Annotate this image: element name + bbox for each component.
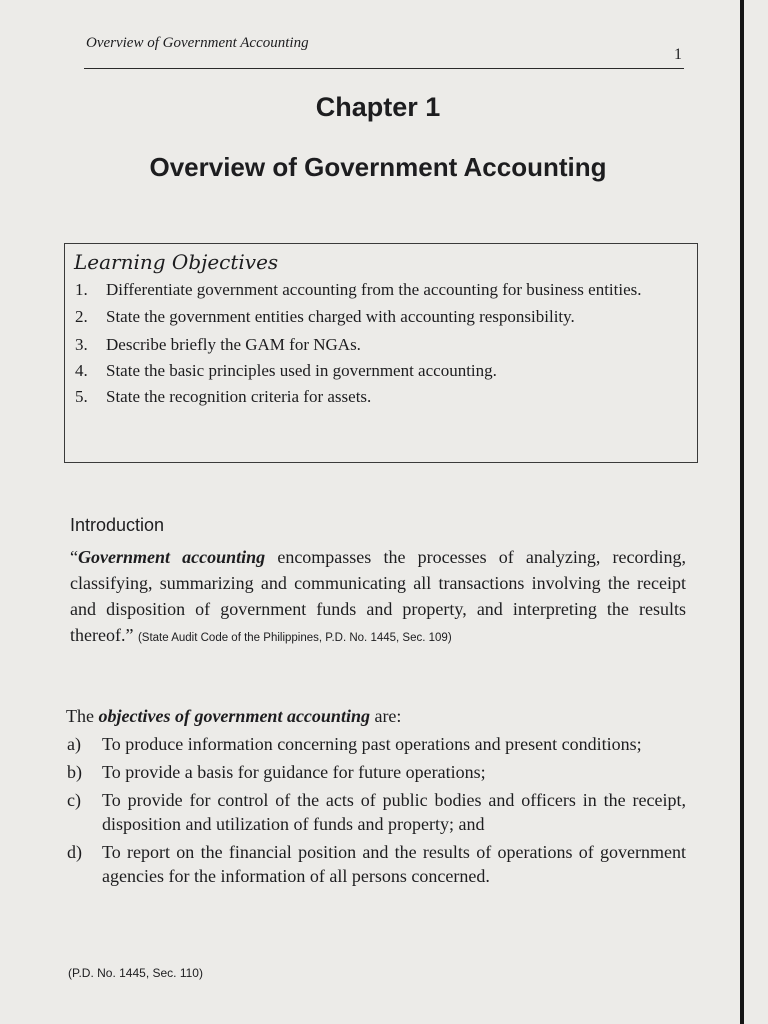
government-objective-item bbox=[66, 840, 686, 888]
objective-letter: a) bbox=[67, 734, 81, 754]
government-objective-text: To provide a basis for guidance for future operations; bbox=[102, 762, 486, 782]
chapter-title: Overview of Government Accounting bbox=[149, 152, 607, 182]
quote-open-mark: “ bbox=[70, 547, 78, 567]
learning-objectives-box bbox=[64, 243, 698, 463]
learning-objectives-heading: Learning Objectives bbox=[74, 250, 279, 274]
government-objective-text: To produce information concerning past operations and present conditions; bbox=[102, 734, 642, 754]
government-objective-text: To provide for control of the acts of public bodies and officers in the receipt, disposition and utilization of funds and property; and bbox=[102, 790, 686, 834]
introduction-heading: Introduction bbox=[70, 515, 165, 535]
learning-objectives-list bbox=[74, 278, 687, 410]
objectives-term: objectives of government accounting bbox=[98, 706, 370, 726]
page-number: 1 bbox=[674, 46, 682, 63]
running-header bbox=[84, 32, 684, 69]
objective-number: 5. bbox=[75, 387, 88, 406]
defined-term: Government accounting bbox=[78, 547, 266, 567]
objectives-citation: (P.D. No. 1445, Sec. 110) bbox=[68, 966, 203, 980]
government-objectives-list bbox=[66, 732, 686, 892]
objective-text: Differentiate government accounting from the accounting for business entities. bbox=[106, 280, 642, 299]
objectives-intro-suffix: are: bbox=[369, 706, 402, 726]
running-title: Overview of Government Accounting bbox=[86, 35, 309, 51]
introduction-quote-body: encompasses the processes of analyzing, recording, classifying, summarizing and communicating all transactions involving the receipt and disposition of government funds and property, and interpreting the results thereof.” bbox=[70, 547, 686, 645]
government-objective-item bbox=[66, 788, 686, 836]
objective-letter: c) bbox=[67, 790, 81, 810]
objective-text: State the government entities charged with accounting responsibility. bbox=[106, 307, 575, 326]
objective-letter: d) bbox=[67, 842, 82, 862]
objective-number: 4. bbox=[75, 361, 88, 380]
objectives-intro-sentence bbox=[66, 704, 686, 728]
objective-item bbox=[74, 384, 687, 410]
government-objective-item bbox=[66, 760, 686, 784]
objective-number: 3. bbox=[75, 335, 88, 354]
government-objective-text: To report on the financial position and the results of operations of government agencies for the information of all persons concerned. bbox=[102, 842, 686, 886]
objectives-intro-prefix: The bbox=[66, 706, 99, 726]
government-objective-item bbox=[66, 732, 686, 756]
objective-text: State the recognition criteria for assets. bbox=[106, 387, 372, 406]
objective-item bbox=[74, 305, 687, 328]
objective-item bbox=[74, 358, 687, 384]
objective-item bbox=[74, 332, 687, 358]
objective-item bbox=[74, 278, 687, 301]
introduction-paragraph bbox=[70, 544, 686, 651]
objective-text: State the basic principles used in government accounting. bbox=[106, 361, 497, 380]
chapter-number: Chapter 1 bbox=[315, 92, 441, 122]
objective-text: Describe briefly the GAM for NGAs. bbox=[106, 335, 361, 354]
objective-number: 1. bbox=[75, 280, 88, 299]
objective-letter: b) bbox=[67, 762, 82, 782]
objective-number: 2. bbox=[75, 307, 88, 326]
introduction-citation: (State Audit Code of the Philippines, P.D. No. 1445, Sec. 109) bbox=[137, 632, 452, 644]
